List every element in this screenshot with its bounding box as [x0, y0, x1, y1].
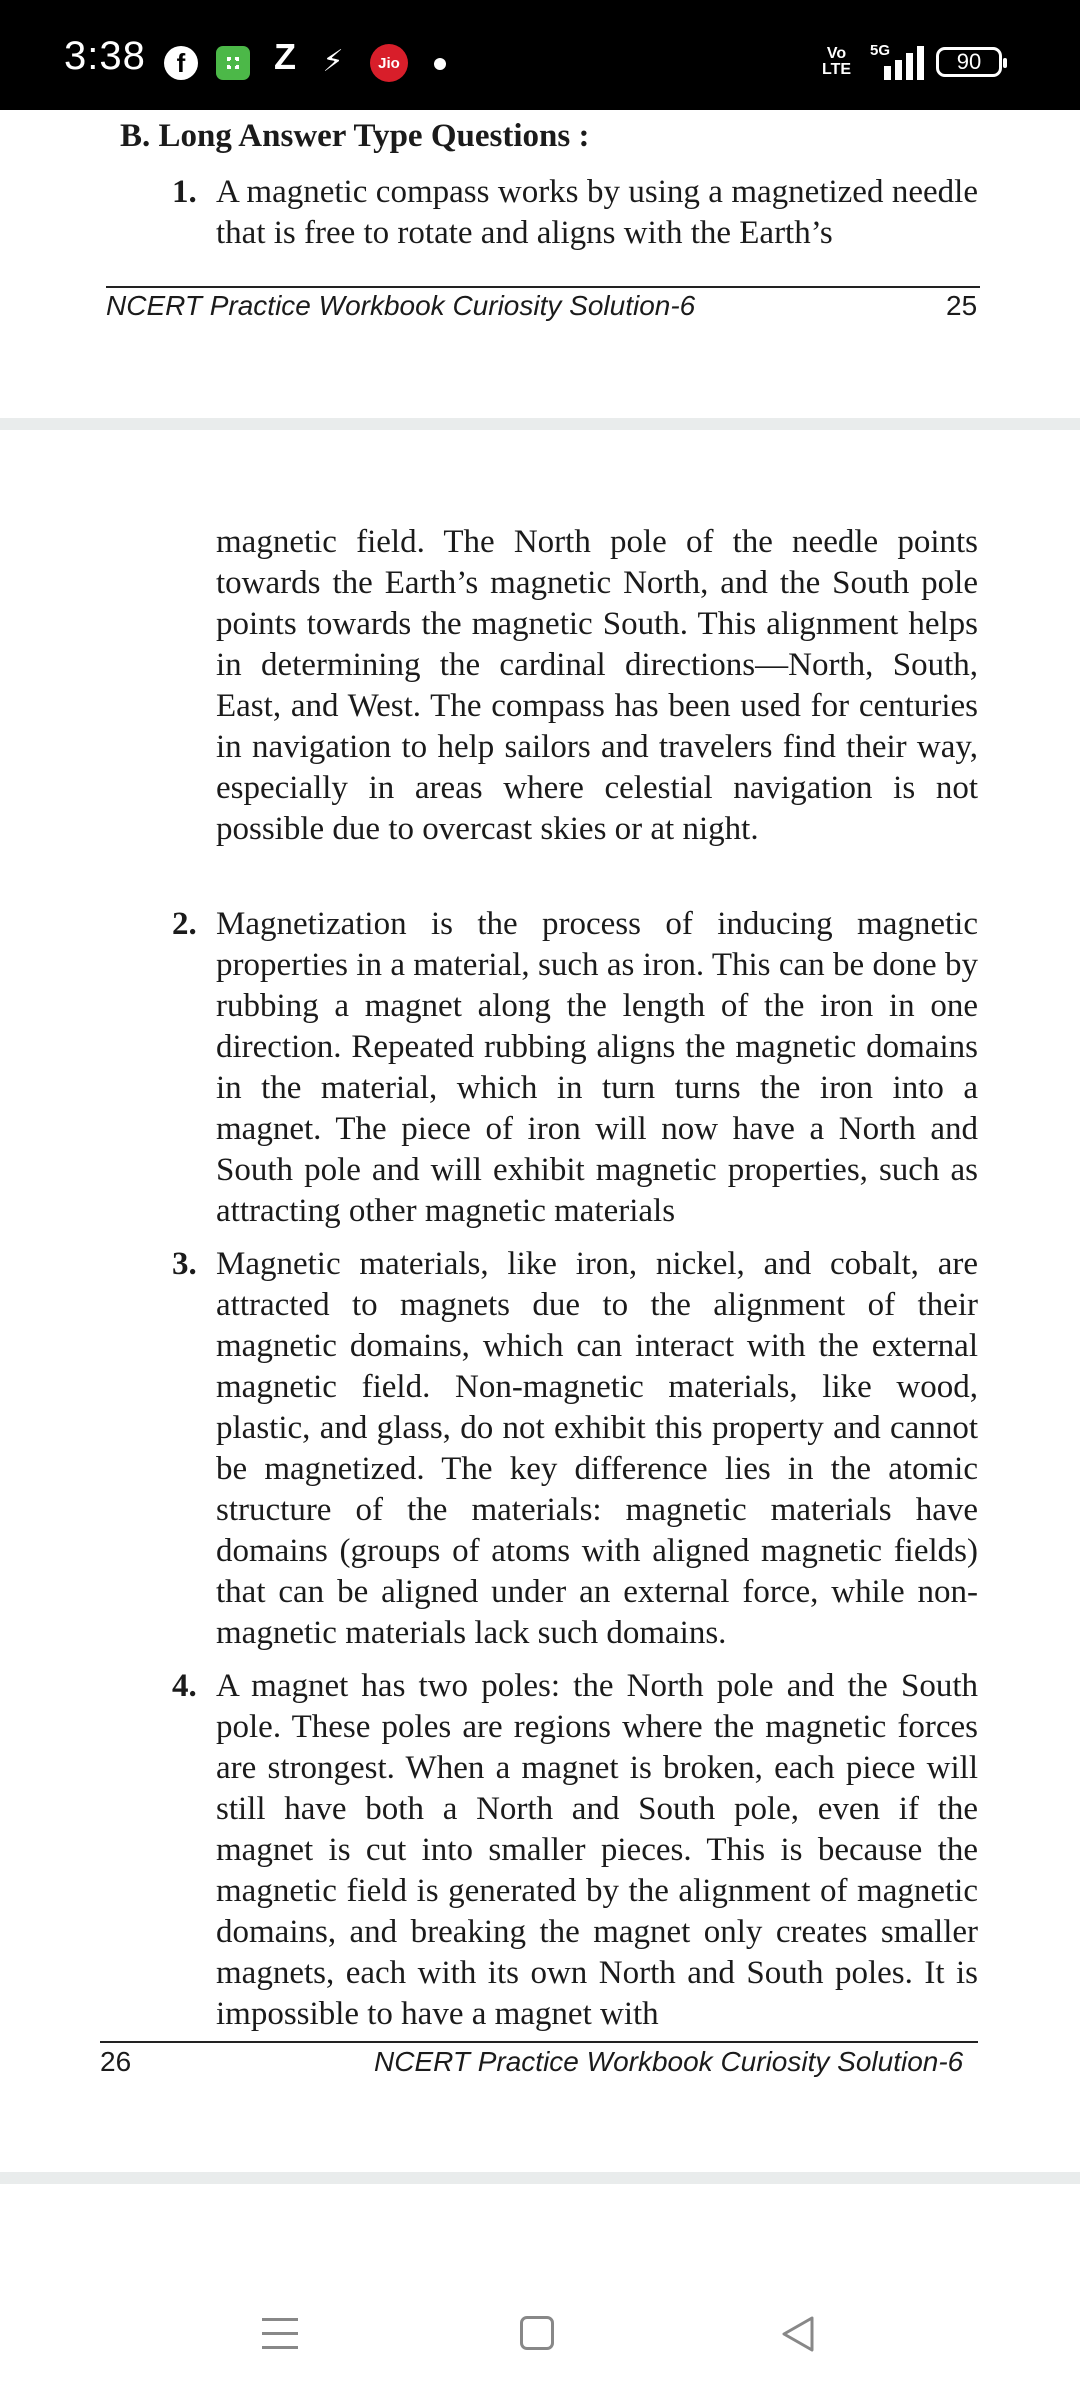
signal-bar: [895, 60, 902, 80]
volte-indicator: [822, 46, 851, 78]
footer-divider: [106, 286, 980, 288]
home-icon[interactable]: [520, 2316, 554, 2350]
question-number: 4.: [172, 1668, 197, 1704]
question-text: A magnetic compass works by using a magnetized needle that is free to rotate and aligns with the Earth’s: [216, 174, 978, 251]
menu-icon[interactable]: [262, 2318, 298, 2348]
question-text: Magnetization is the process of inducing magnetic properties in a material, such as iron. This can be done by rubbing a magnet along the length of the iron in one direction. Repeated rubbing aligns the magnetic domains in the material, which in turn turns the iron into a magnet. The piece of iron will now have a North and South pole and will exhibit magnetic properties, such as attracting other magnetic materials: [216, 906, 978, 1229]
footer-title: NCERT Practice Workbook Curiosity Solution-6: [106, 290, 696, 321]
lte-label: LTE: [822, 61, 852, 78]
signal-bar: [917, 46, 924, 80]
footer-title: NCERT Practice Workbook Curiosity Solution-6: [374, 2046, 964, 2077]
question-number: 1.: [172, 174, 197, 210]
grid-app-icon: [216, 46, 250, 80]
signal-bar: [906, 53, 913, 80]
page-gap: [0, 2172, 1080, 2184]
question-3: [172, 1244, 978, 1654]
signal-bar: [884, 66, 891, 80]
question-text: Magnetic materials, like iron, nickel, and cobalt, are attracted to magnets due to the alignment of their magnetic domains, which can interact with the external magnetic field. Non-magnetic materials, like wood, plastic, and glass, do not exhibit this property and cannot be magnetized. The key difference lies in the atomic structure of the materials: magnetic materials have domains (groups of atoms with aligned magnetic fields) that can be aligned under an external force, while non-magnetic materials lack such domains.: [216, 1246, 978, 1651]
facebook-icon: f: [164, 46, 198, 80]
question-text: magnetic field. The North pole of the needle points towards the Earth’s magnetic North, and the South pole points towards the magnetic South. This alignment helps in determining the cardinal directions—North, South, East, and West. The compass has been used for centuries in navigation to help sailors and travelers find their way, especially in areas where celestial navigation is not possible due to overcast skies or at night.: [216, 524, 978, 847]
page-number: 26: [100, 2046, 132, 2077]
question-1: [172, 172, 978, 254]
question-number: 3.: [172, 1246, 197, 1282]
battery-icon: 90: [936, 47, 1002, 77]
network-type: 5G: [870, 42, 891, 59]
jio-icon: Jio: [370, 44, 408, 82]
question-2: [172, 904, 978, 1232]
status-time: 3:38: [64, 34, 146, 78]
status-bar: [0, 0, 1080, 110]
footer-divider: [100, 2041, 978, 2043]
page-gap: [0, 418, 1080, 430]
volte-label: Vo: [826, 45, 847, 62]
section-heading: B. Long Answer Type Questions :: [120, 118, 590, 154]
z-app-icon: Z: [274, 36, 296, 77]
notification-dot-icon: [434, 58, 446, 70]
question-text: A magnet has two poles: the North pole and the South pole. These poles are regions where the magnetic forces are strongest. When a magnet is broken, each piece will still have both a North and South pole, even if the magnet is cut into smaller pieces. This is because the magnetic field is generated by the alignment of magnetic domains, and breaking the magnet only creates smaller magnets, each with its own North and South poles. It is impossible to have a magnet with: [216, 1668, 978, 2032]
question-4: [172, 1666, 978, 2035]
signal-icon: [870, 42, 926, 80]
page-number: 25: [946, 290, 978, 321]
question-number: 2.: [172, 906, 197, 942]
page-25[interactable]: [0, 110, 1080, 418]
back-icon[interactable]: [778, 2314, 818, 2354]
bolt-icon: ⚡: [322, 44, 344, 78]
question-1-continued: [216, 522, 978, 850]
